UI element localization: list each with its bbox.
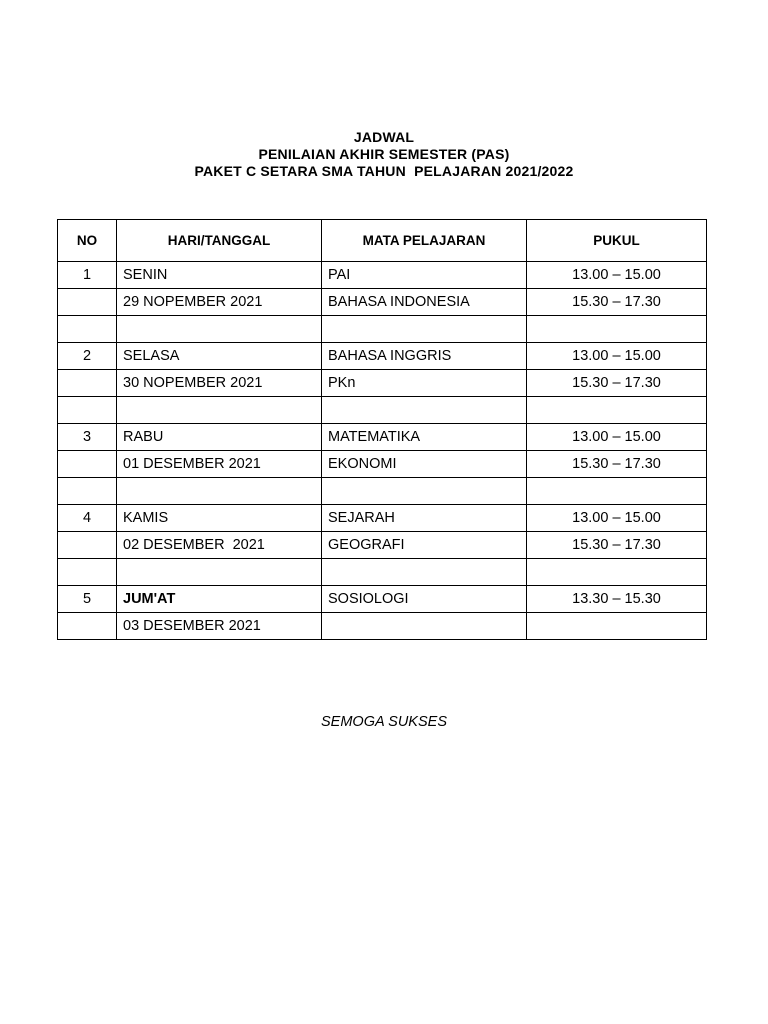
header-no: NO — [58, 220, 117, 262]
table-row — [58, 586, 707, 613]
cell-time: 13.00 – 15.00 — [527, 424, 707, 451]
cell-subject — [322, 316, 527, 343]
cell-subject — [322, 613, 527, 640]
cell-time: 15.30 – 17.30 — [527, 532, 707, 559]
table-row — [58, 397, 707, 424]
closing-message: SEMOGA SUKSES — [321, 714, 447, 730]
cell-no — [58, 316, 117, 343]
cell-subject — [322, 478, 527, 505]
cell-no — [58, 370, 117, 397]
cell-time: 13.00 – 15.00 — [527, 343, 707, 370]
cell-time: 13.00 – 15.00 — [527, 505, 707, 532]
cell-no — [58, 613, 117, 640]
table-row — [58, 424, 707, 451]
table-row — [58, 532, 707, 559]
cell-no: 3 — [58, 424, 117, 451]
cell-day: 30 NOPEMBER 2021 — [117, 370, 322, 397]
cell-time: 15.30 – 17.30 — [527, 370, 707, 397]
title-line-3: PAKET C SETARA SMA TAHUN PELAJARAN 2021/2022 — [194, 163, 574, 179]
table-row — [58, 289, 707, 316]
cell-no: 4 — [58, 505, 117, 532]
cell-day — [117, 478, 322, 505]
cell-day: 03 DESEMBER 2021 — [117, 613, 322, 640]
cell-no — [58, 289, 117, 316]
cell-time — [527, 559, 707, 586]
title-line-1: JADWAL — [353, 129, 415, 145]
document-title — [0, 129, 768, 180]
table-row — [58, 478, 707, 505]
cell-time — [527, 478, 707, 505]
cell-day — [117, 559, 322, 586]
cell-time — [527, 397, 707, 424]
cell-day: SENIN — [117, 262, 322, 289]
cell-no — [58, 451, 117, 478]
cell-no: 5 — [58, 586, 117, 613]
cell-no — [58, 559, 117, 586]
table-row — [58, 505, 707, 532]
schedule-table — [57, 219, 707, 640]
cell-day: KAMIS — [117, 505, 322, 532]
cell-subject: EKONOMI — [322, 451, 527, 478]
cell-no — [58, 532, 117, 559]
cell-no: 1 — [58, 262, 117, 289]
cell-subject: BAHASA INGGRIS — [322, 343, 527, 370]
cell-day: 29 NOPEMBER 2021 — [117, 289, 322, 316]
cell-no — [58, 478, 117, 505]
cell-subject: SOSIOLOGI — [322, 586, 527, 613]
cell-subject: PKn — [322, 370, 527, 397]
table-row — [58, 613, 707, 640]
table-row — [58, 262, 707, 289]
cell-time — [527, 316, 707, 343]
table-row — [58, 316, 707, 343]
cell-day — [117, 316, 322, 343]
cell-day: JUM'AT — [117, 586, 322, 613]
cell-day: RABU — [117, 424, 322, 451]
cell-no: 2 — [58, 343, 117, 370]
cell-subject: BAHASA INDONESIA — [322, 289, 527, 316]
table-header-row — [58, 220, 707, 262]
table-row — [58, 559, 707, 586]
cell-time: 15.30 – 17.30 — [527, 451, 707, 478]
title-line-2: PENILAIAN AKHIR SEMESTER (PAS) — [258, 146, 510, 162]
cell-subject — [322, 559, 527, 586]
table-row — [58, 343, 707, 370]
cell-subject — [322, 397, 527, 424]
cell-subject: GEOGRAFI — [322, 532, 527, 559]
table-row — [58, 451, 707, 478]
cell-day — [117, 397, 322, 424]
header-time: PUKUL — [527, 220, 707, 262]
cell-subject: SEJARAH — [322, 505, 527, 532]
cell-subject: MATEMATIKA — [322, 424, 527, 451]
table-row — [58, 370, 707, 397]
cell-time — [527, 613, 707, 640]
cell-time: 13.30 – 15.30 — [527, 586, 707, 613]
header-day-date: HARI/TANGGAL — [117, 220, 322, 262]
cell-time: 15.30 – 17.30 — [527, 289, 707, 316]
cell-day: SELASA — [117, 343, 322, 370]
cell-day: 01 DESEMBER 2021 — [117, 451, 322, 478]
cell-subject: PAI — [322, 262, 527, 289]
cell-time: 13.00 – 15.00 — [527, 262, 707, 289]
header-subject: MATA PELAJARAN — [322, 220, 527, 262]
cell-day: 02 DESEMBER 2021 — [117, 532, 322, 559]
cell-no — [58, 397, 117, 424]
